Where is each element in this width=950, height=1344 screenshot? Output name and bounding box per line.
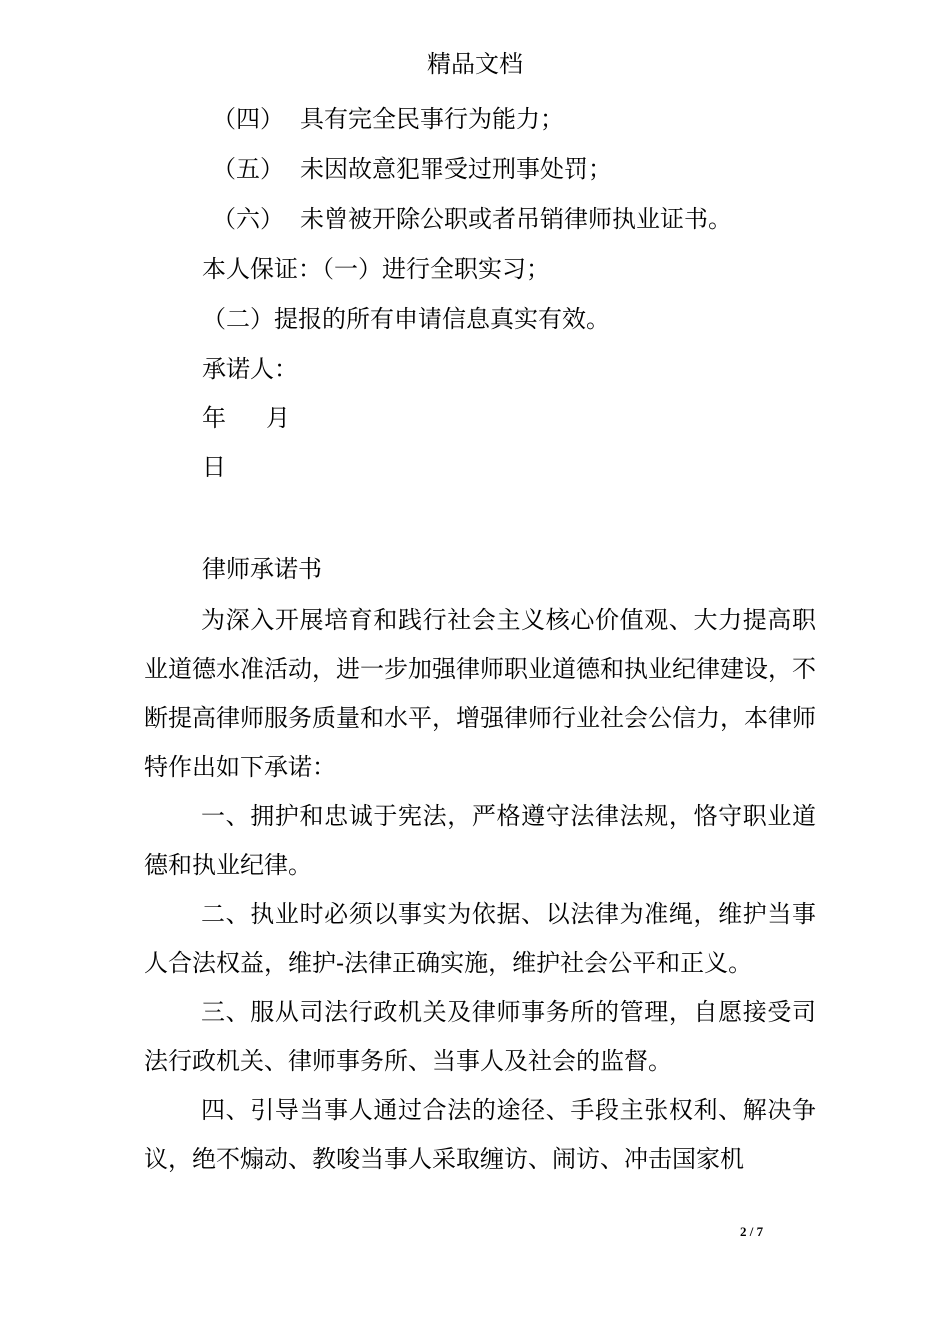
- year-label: 年: [202, 404, 226, 432]
- month-label: 月: [266, 404, 290, 432]
- condition-item-6: [212, 201, 732, 237]
- letter-intro-paragraph: 为深入开展培育和践行社会主义核心价值观、大力提高职业道德水准活动，进一步加强律师职业道德和执业纪律建设，不断提高律师服务质量和水平，增强律师行业社会公信力，本律师特作出如下承诺：: [144, 606, 816, 781]
- page-number: 2 / 7: [740, 1224, 764, 1239]
- day-label: 日: [202, 453, 226, 481]
- promise-item-4: 四、引导当事人通过合法的途径、手段主张权利、解决争议，绝不煽动、教唆当事人采取缠访、闹访、冲击国家机: [144, 1096, 816, 1173]
- promiser-label: 承诺人：: [202, 355, 298, 383]
- guarantee-line-1: 本人保证：（一）进行全职实习；: [202, 255, 550, 283]
- promise-item-3: 三、服从司法行政机关及律师事务所的管理，自愿接受司法行政机关、律师事务所、当事人及社会的监督。: [144, 998, 816, 1075]
- date-year-month: [202, 400, 290, 436]
- condition-text: 具有完全民事行为能力；: [300, 105, 564, 133]
- condition-number: （五）: [212, 155, 284, 183]
- promise-item-1: 一、拥护和忠诚于宪法，严格遵守法律法规，恪守职业道德和执业纪律。: [144, 802, 816, 879]
- condition-number: （六）: [212, 205, 284, 233]
- guarantee-line-2: （二）提报的所有申请信息真实有效。: [202, 305, 610, 333]
- document-header: 精品文档: [427, 50, 523, 78]
- letter-title: 律师承诺书: [202, 555, 322, 583]
- condition-item-4: [212, 101, 564, 137]
- condition-number: （四）: [212, 105, 284, 133]
- condition-text: 未曾被开除公职或者吊销律师执业证书。: [300, 205, 732, 233]
- condition-item-5: [212, 151, 612, 187]
- promise-item-2: 二、执业时必须以事实为依据、以法律为准绳，维护当事人合法权益，维护-法律正确实施，维护社会公平和正义。: [144, 900, 816, 977]
- condition-text: 未因故意犯罪受过刑事处罚；: [300, 155, 612, 183]
